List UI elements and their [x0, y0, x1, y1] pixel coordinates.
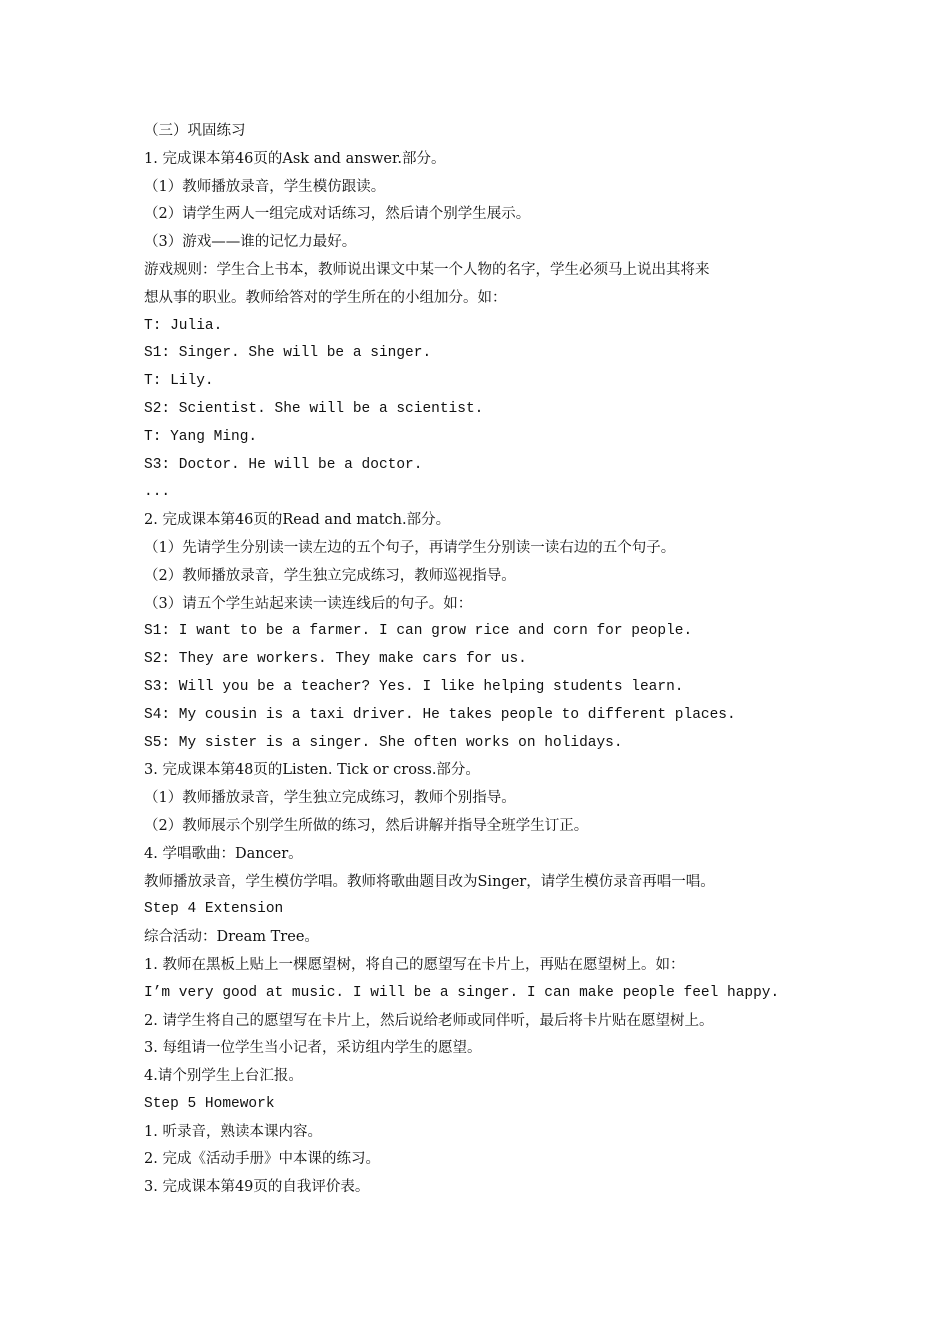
exercise-step: （2）请学生两人一组完成对话练习，然后请个别学生展示。 — [144, 206, 531, 223]
ellipsis-line: ... — [144, 484, 171, 501]
dialogue-line: S1: Singer. She will be a singer. — [144, 345, 432, 362]
exercise-step: （1）先请学生分别读一读左边的五个句子，再请学生分别读一读右边的五个句子。 — [144, 539, 676, 556]
example-sentence: I’m very good at music. I will be a singer. I can make people feel happy. — [144, 984, 780, 1001]
step-heading: Step 5 Homework — [144, 1095, 275, 1112]
exercise-item: 2. 完成课本第46页的Read and match.部分。 — [144, 512, 451, 529]
homework-item: 1. 听录音，熟读本课内容。 — [144, 1123, 322, 1140]
exercise-step: （3）请五个学生站起来读一读连线后的句子。如： — [144, 595, 473, 612]
dialogue-line: S2: They are workers. They make cars for us. — [144, 651, 527, 668]
exercise-step: （1）教师播放录音，学生独立完成练习，教师个别指导。 — [144, 790, 516, 807]
dialogue-line: T: Julia. — [144, 317, 223, 334]
exercise-step: （2）教师展示个别学生所做的练习，然后讲解并指导全班学生订正。 — [144, 817, 589, 834]
exercise-item: 1. 教师在黑板上贴上一棵愿望树，将自己的愿望写在卡片上，再贴在愿望树上。如： — [144, 956, 685, 973]
step-heading: Step 4 Extension — [144, 901, 284, 918]
exercise-item: 2. 请学生将自己的愿望写在卡片上，然后说给老师或同伴听，最后将卡片贴在愿望树上。 — [144, 1012, 714, 1029]
game-rules-text: 想从事的职业。教师给答对的学生所在的小组加分。如： — [144, 289, 507, 306]
exercise-item: 3. 每组请一位学生当小记者，采访组内学生的愿望。 — [144, 1040, 482, 1057]
dialogue-line: S5: My sister is a singer. She often works on holidays. — [144, 734, 623, 751]
dialogue-line: S2: Scientist. She will be a scientist. — [144, 400, 484, 417]
section-heading: （三）巩固练习 — [144, 123, 246, 139]
dialogue-line: T: Yang Ming. — [144, 428, 258, 445]
activity-title: 综合活动：Dream Tree。 — [144, 929, 319, 946]
exercise-item: 4.请个别学生上台汇报。 — [144, 1068, 303, 1085]
game-rules-text: 游戏规则：学生合上书本，教师说出课文中某一个人物的名字，学生必须马上说出其将来 — [144, 261, 710, 278]
exercise-item: 3. 完成课本第48页的Listen. Tick or cross.部分。 — [144, 762, 480, 779]
dialogue-line: S4: My cousin is a taxi driver. He takes people to different places. — [144, 706, 736, 723]
exercise-item: 1. 完成课本第46页的Ask and answer.部分。 — [144, 150, 446, 167]
exercise-step: （3）游戏——谁的记忆力最好。 — [144, 234, 357, 251]
exercise-step: 教师播放录音，学生模仿学唱。教师将歌曲题目改为Singer，请学生模仿录音再唱一唱。 — [144, 873, 715, 890]
lesson-plan-body — [144, 118, 824, 1202]
homework-item: 3. 完成课本第49页的自我评价表。 — [144, 1179, 370, 1196]
homework-item: 2. 完成《活动手册》中本课的练习。 — [144, 1151, 380, 1168]
dialogue-line: T: Lily. — [144, 373, 214, 390]
exercise-step: （1）教师播放录音，学生模仿跟读。 — [144, 178, 386, 195]
exercise-step: （2）教师播放录音，学生独立完成练习，教师巡视指导。 — [144, 567, 516, 584]
exercise-item: 4. 学唱歌曲：Dancer。 — [144, 845, 303, 862]
dialogue-line: S1: I want to be a farmer. I can grow rice and corn for people. — [144, 623, 693, 640]
dialogue-line: S3: Will you be a teacher? Yes. I like helping students learn. — [144, 678, 684, 695]
dialogue-line: S3: Doctor. He will be a doctor. — [144, 456, 423, 473]
